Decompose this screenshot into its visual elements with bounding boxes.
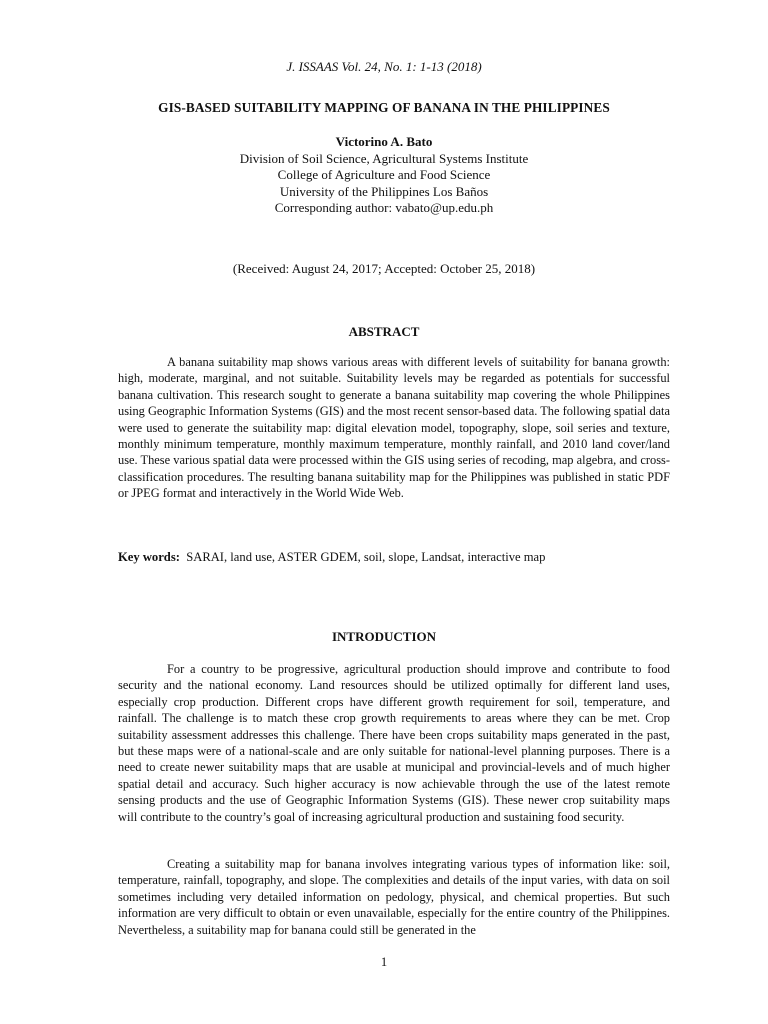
author-affiliation-division: Division of Soil Science, Agricultural Systems Institute: [239, 150, 529, 166]
journal-reference: J. ISSAAS Vol. 24, No. 1: 1-13 (2018): [286, 59, 482, 74]
author-affiliation-college: College of Agriculture and Food Science: [277, 167, 491, 182]
page-number: 1: [380, 955, 388, 969]
author-affiliation-university: University of the Philippines Los Baños: [279, 183, 489, 199]
introduction-heading: INTRODUCTION: [331, 629, 436, 644]
abstract-heading: ABSTRACT: [348, 324, 420, 339]
author-block: [0, 134, 768, 217]
author-name: Victorino A. Bato: [335, 134, 433, 149]
abstract-text: A banana suitability map shows various areas with different levels of suitability for banana growth: high, moderate, marginal, and not suitable. Suitability levels may be regarded as potentials for successful banana cultivation. This research sought to generate a banana suitability map covering the whole Philippines using Geographic Information Systems (GIS) and the most recent sensor-based data. The following spatial data were used to generate the suitability map: digital elevation model, topography, slope, soil series and texture, monthly minimum temperature, monthly maximum temperature, monthly rainfall, and 2010 land cover/land use. These various spatial data were processed within the GIS using series of recoding, map algebra, and cross-classification procedures. The resulting banana suitability map for the Philippines was published in static PDF or JPEG format and interactively in the World Wide Web.: [118, 355, 670, 501]
keywords-text: SARAI, land use, ASTER GDEM, soil, slope, Landsat, interactive map: [186, 550, 546, 564]
corresponding-author: Corresponding author: vabato@up.edu.ph: [274, 200, 494, 215]
keywords-label: Key words:: [118, 550, 180, 564]
introduction-paragraph: For a country to be progressive, agricultural production should improve and contribute to food security and the national economy. Land resources should be utilized optimally for different land uses, especially crop production. Different crops have different growth requirement for soil, temperature, and rainfall. The challenge is to match these crop growth requirements to areas where they can be met. Crop suitability assessment addresses this challenge. There have been crops suitability maps generated in the past, but these maps were of a national-scale and are only suitable for national-level planning purposes. There is a need to create newer suitability maps that are usable at municipal and provincial-levels and of much higher spatial detail and accuracy. Such higher accuracy is now achievable through the use of the latest remote sensing products and the use of Geographic Information Systems (GIS). These newer crop suitability maps will contribute to the country’s goal of increasing agricultural production and sustaining food security.: [118, 662, 670, 824]
introduction-paragraph: Creating a suitability map for banana involves integrating various types of information like: soil, temperature, rainfall, topography, and slope. The complexities and details of the input varies, with data on soil sometimes including very detailed information on pedology, physical, and chemical properties. But such information are very difficult to obtain or even unavailable, especially for the entire country of the Philippines. Nevertheless, a suitability map for banana could still be generated in the: [118, 857, 670, 937]
received-accepted-dates: (Received: August 24, 2017; Accepted: October 25, 2018): [232, 261, 536, 276]
paper-title: GIS-BASED SUITABILITY MAPPING OF BANANA IN THE PHILIPPINES: [158, 100, 610, 115]
keywords-line: [118, 549, 670, 565]
